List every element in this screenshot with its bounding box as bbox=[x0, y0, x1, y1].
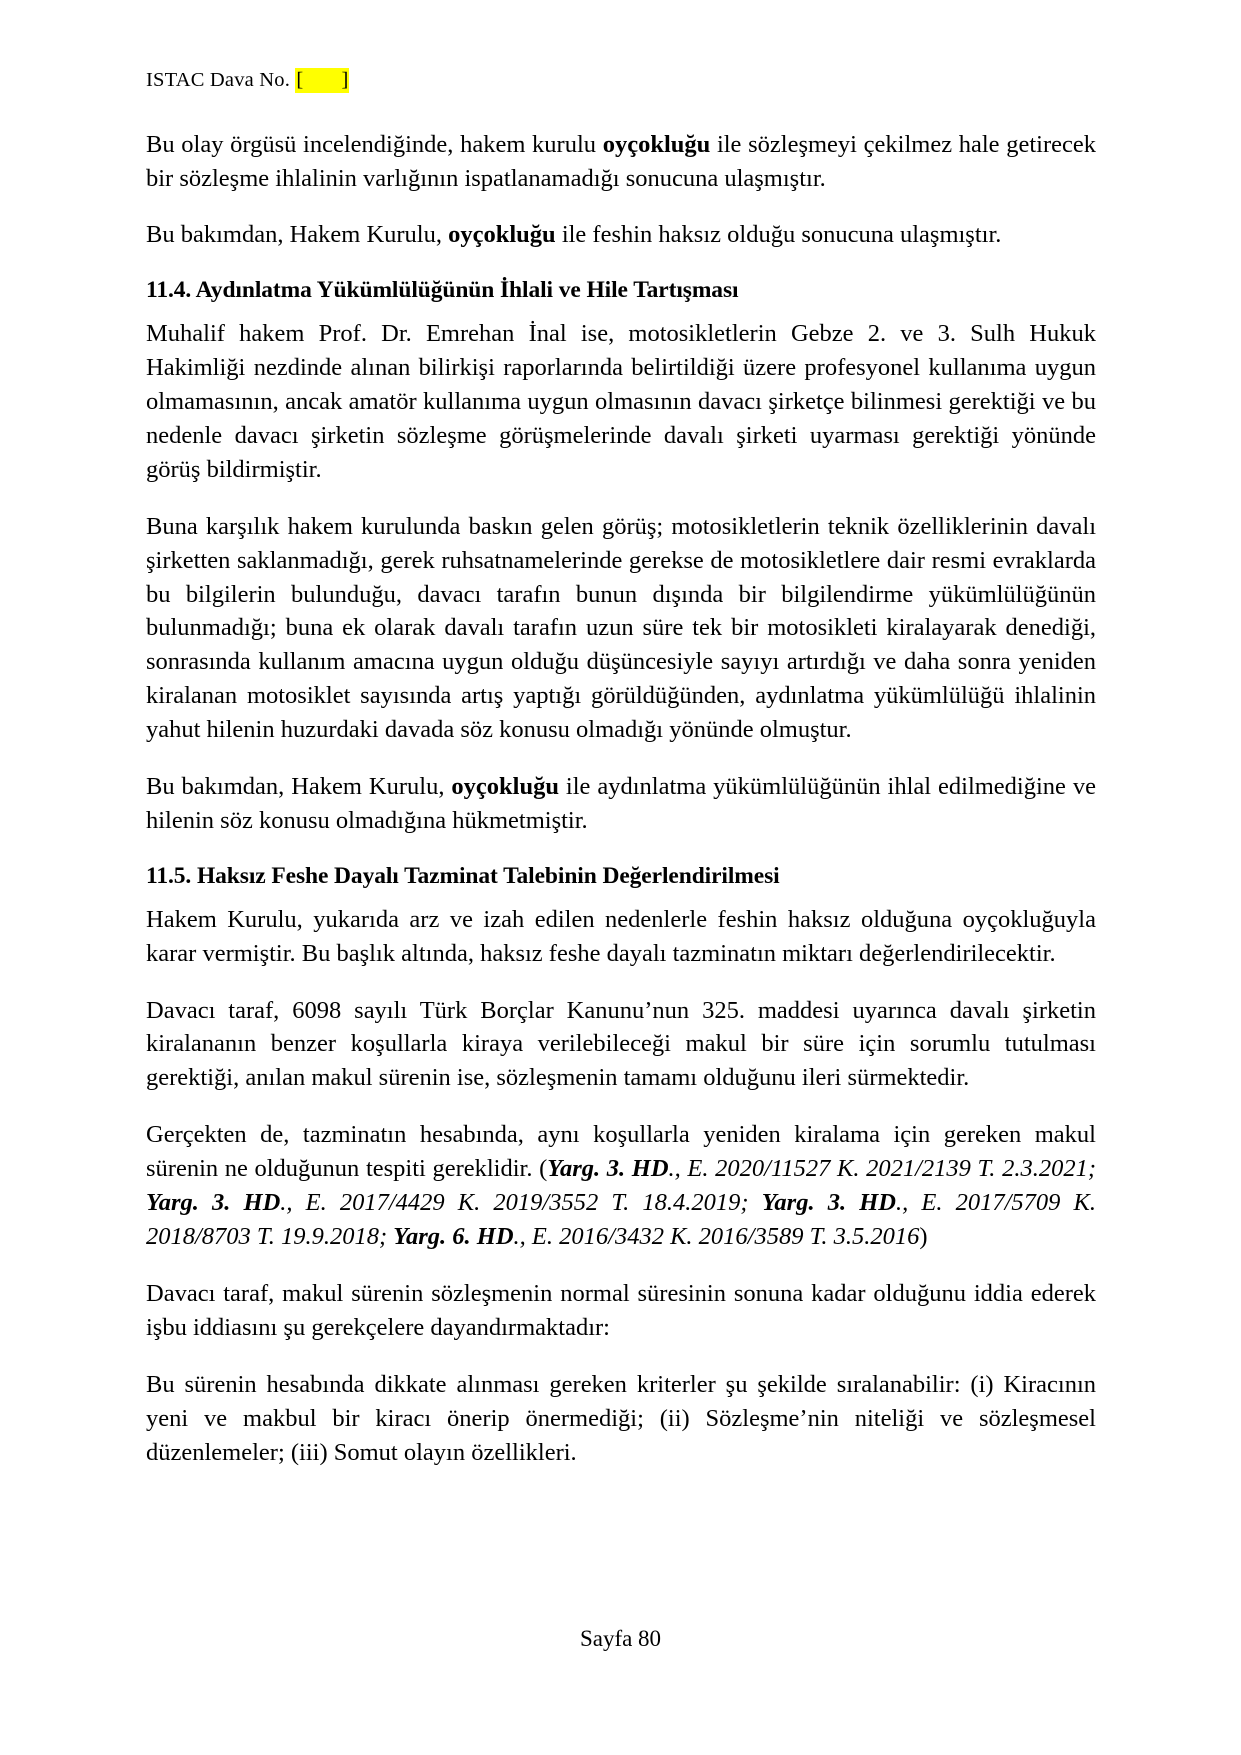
paragraph-3: Muhalif hakem Prof. Dr. Emrehan İnal ise, motosikletlerin Gebze 2. ve 3. Sulh Hukuk Hakimliği nezdinde alınan bilirkişi raporlarında belirtildiği üzere profesyonel kullanıma uygun olmamasının, ancak amatör kullanıma uygun olmasının davacı şirketçe bilinmesi gerektiği ve bu nedenle davacı şirketin sözleşme görüşmelerinde davalı şirketi uyarması gerektiği yönünde görüş bildirmiştir. bbox=[146, 320, 1096, 483]
paragraph-1-emphasis: oyçokluğu bbox=[602, 130, 711, 158]
paragraph-9: Davacı taraf, makul sürenin sözleşmenin normal süresinin sonuna kadar olduğunu iddia ederek işbu iddiasını şu gerekçelere dayandırmaktadır: bbox=[146, 1280, 1096, 1341]
redacted-case-number bbox=[295, 68, 349, 93]
bracket-close: ] bbox=[341, 69, 349, 91]
paragraph-2-emphasis: oyçokluğu bbox=[448, 221, 556, 249]
citation-2-court: Yarg. 3. HD bbox=[146, 1189, 281, 1217]
page-content bbox=[146, 0, 1096, 1493]
paragraph-4: Buna karşılık hakem kurulunda baskın gelen görüş; motosikletlerin teknik özelliklerinin davalı şirketten saklanmadığı, gerek ruhsatnamelerinde gerekse de motosikletlere dair resmi evraklarda bu bilgilerin bulunduğu, davacı tarafın bunun dışında bir bilgilendirme yükümlülüğünün bulunmadığı; buna ek olarak davalı tarafın uzun süre tek bir motosikleti kiralayarak denediği, sonrasında kullanım amacına uygun olduğu düşüncesiyle sayıyı artırdığı ve daha sonra yeniden kiralanan motosiklet sayısında artış yaptığı görüldüğünden, aydınlatma yükümlülüğü ihlalinin yahut hilenin huzurdaki davada söz konusu olmadığı yönünde olmuştur. bbox=[146, 512, 1096, 744]
section-heading-11-4: 11.4. Aydınlatma Yükümlülüğünün İhlali ve Hile Tartışması bbox=[146, 277, 739, 304]
citation-lead-text: Gerçekten de, tazminatın hesabında, aynı koşullarla yeniden kiralama için gereken makul sürenin ne olduğunun tespiti gereklidir. ( bbox=[146, 1121, 1096, 1183]
paragraph-5-text-before: Bu bakımdan, Hakem Kurulu, bbox=[146, 773, 452, 801]
paragraph-1-text-after: ile sözleşmeyi çekilmez hale getirecek bir sözleşme ihlalinin varlığının ispatlanamadığı sonucuna ulaşmıştır. bbox=[146, 130, 1096, 192]
paragraph-1 bbox=[146, 128, 1096, 196]
paragraph-2-text-after: ile feshin haksız olduğu sonucuna ulaşmıştır. bbox=[555, 221, 1002, 249]
page-footer bbox=[0, 1625, 1241, 1653]
case-number-label: ISTAC Dava No. bbox=[146, 69, 291, 91]
paragraph-2-text-before: Bu bakımdan, Hakem Kurulu, bbox=[146, 221, 449, 249]
citation-2-reference: ., E. 2017/4429 K. 2019/3552 T. 18.4.2019; bbox=[280, 1189, 762, 1217]
citation-1-court: Yarg. 3. HD bbox=[547, 1155, 669, 1183]
paragraph-2 bbox=[146, 218, 1096, 252]
document-body bbox=[146, 128, 1096, 1470]
paragraph-6: Hakem Kurulu, yukarıda arz ve izah edilen nedenlerle feshin haksız olduğuna oyçokluğuyla karar vermiştir. Bu başlık altında, haksız feshe dayalı tazminatın miktarı değerlendirilecektir. bbox=[146, 905, 1096, 967]
paragraph-8-with-citations bbox=[146, 1118, 1096, 1254]
paragraph-5-text-after: ile aydınlatma yükümlülüğünün ihlal edilmediğine ve hilenin söz konusu olmadığına hükmetmiştir. bbox=[146, 773, 1096, 835]
bracket-open: [ bbox=[296, 69, 304, 91]
paragraph-7: Davacı taraf, 6098 sayılı Türk Borçlar Kanunu’nun 325. maddesi uyarınca davalı şirketin kiralananın benzer koşullarla kiraya verilebileceği makul bir süre için sorumlu tutulması gerektiği, anılan makul sürenin ise, sözleşmenin tamamı olduğunu ileri sürmektedir. bbox=[146, 996, 1096, 1092]
citation-4-reference: ., E. 2016/3432 K. 2016/3589 T. 3.5.2016 bbox=[513, 1223, 920, 1251]
paragraph-10: Bu sürenin hesabında dikkate alınması gereken kriterler şu şekilde sıralanabilir: (i) Kiracının yeni ve makbul bir kiracı önerip önermediği; (ii) Sözleşme’nin niteliği ve sözleşmesel düzenlemeler; (iii) Somut olayın özellikleri. bbox=[146, 1370, 1096, 1466]
paragraph-1-text-before: Bu olay örgüsü incelendiğinde, hakem kurulu bbox=[146, 130, 603, 158]
citation-3-court: Yarg. 3. HD bbox=[761, 1189, 896, 1217]
document-header bbox=[146, 68, 1096, 93]
citation-1-reference: ., E. 2020/11527 K. 2021/2139 T. 2.3.2021; bbox=[668, 1155, 1096, 1183]
paragraph-5 bbox=[146, 770, 1096, 838]
citation-closing-paren: ) bbox=[919, 1223, 928, 1251]
paragraph-5-emphasis: oyçokluğu bbox=[451, 773, 559, 801]
section-heading-11-5: 11.5. Haksız Feshe Dayalı Tazminat Talebinin Değerlendirilmesi bbox=[146, 862, 780, 889]
page-number: Sayfa 80 bbox=[579, 1626, 662, 1651]
citation-3-reference: ., E. 2017/5709 K. 2018/8703 T. 19.9.2018; bbox=[146, 1189, 1096, 1251]
citation-4-court: Yarg. 6. HD bbox=[393, 1223, 514, 1251]
